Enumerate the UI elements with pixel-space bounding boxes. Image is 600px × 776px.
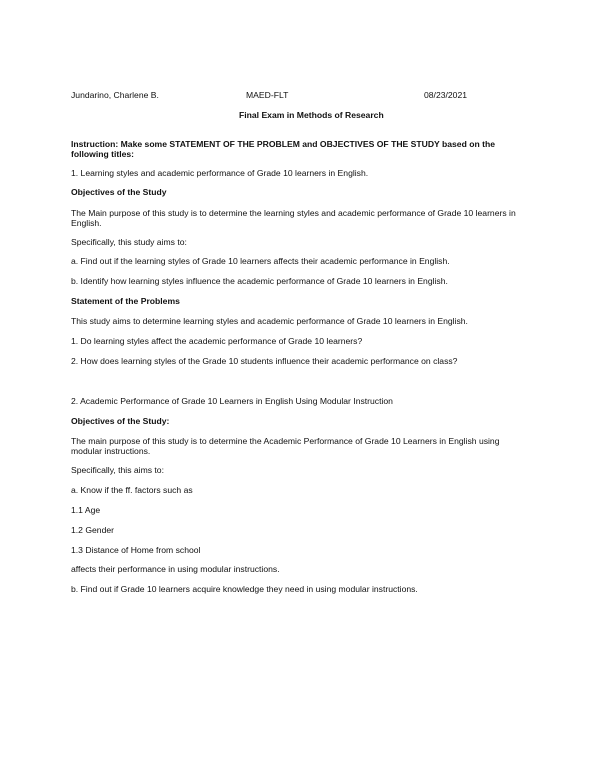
section1-problem-2: 2. How does learning styles of the Grade 10 students influence their academic performance on class?	[71, 356, 458, 366]
factor-gender: 1.2 Gender	[71, 525, 114, 535]
section1-problem-1: 1. Do learning styles affect the academic performance of Grade 10 learners?	[71, 336, 363, 346]
student-name: Jundarino, Charlene B.	[71, 90, 159, 100]
section1-problems-intro: This study aims to determine learning styles and academic performance of Grade 10 learners in English.	[71, 316, 468, 326]
section1-main-purpose: The Main purpose of this study is to determine the learning styles and academic performance of Grade 10 learners in English.	[71, 208, 516, 228]
section1-objective-a: a. Find out if the learning styles of Grade 10 learners affects their academic performance in English.	[71, 256, 450, 266]
section2-main-purpose: The main purpose of this study is to determine the Academic Performance of Grade 10 Learners in English using modular instructions.	[71, 436, 500, 456]
section2-title: 2. Academic Performance of Grade 10 Learners in English Using Modular Instruction	[71, 396, 393, 406]
section1-problems-heading: Statement of the Problems	[71, 296, 180, 306]
instruction: Instruction: Make some STATEMENT OF THE PROBLEM and OBJECTIVES OF THE STUDY based on the following titles:	[71, 139, 496, 159]
section1-specifically: Specifically, this study aims to:	[71, 237, 187, 247]
factor-age: 1.1 Age	[71, 505, 101, 515]
factor-distance: 1.3 Distance of Home from school	[71, 545, 201, 555]
section2-affects: affects their performance in using modular instructions.	[71, 564, 280, 574]
date: 08/23/2021	[424, 90, 468, 100]
section1-title: 1. Learning styles and academic performance of Grade 10 learners in English.	[71, 168, 369, 178]
section2-specifically: Specifically, this aims to:	[71, 465, 164, 475]
section1-objectives-heading: Objectives of the Study	[71, 187, 167, 197]
section1-objective-b: b. Identify how learning styles influence the academic performance of Grade 10 learners in English.	[71, 276, 448, 286]
program: MAED-FLT	[246, 90, 289, 100]
section2-item-b: b. Find out if Grade 10 learners acquire knowledge they need in using modular instructions.	[71, 584, 418, 594]
section2-objectives-heading: Objectives of the Study:	[71, 416, 170, 426]
section2-item-a: a. Know if the ff. factors such as	[71, 485, 193, 495]
exam-title: Final Exam in Methods of Research	[239, 110, 384, 120]
